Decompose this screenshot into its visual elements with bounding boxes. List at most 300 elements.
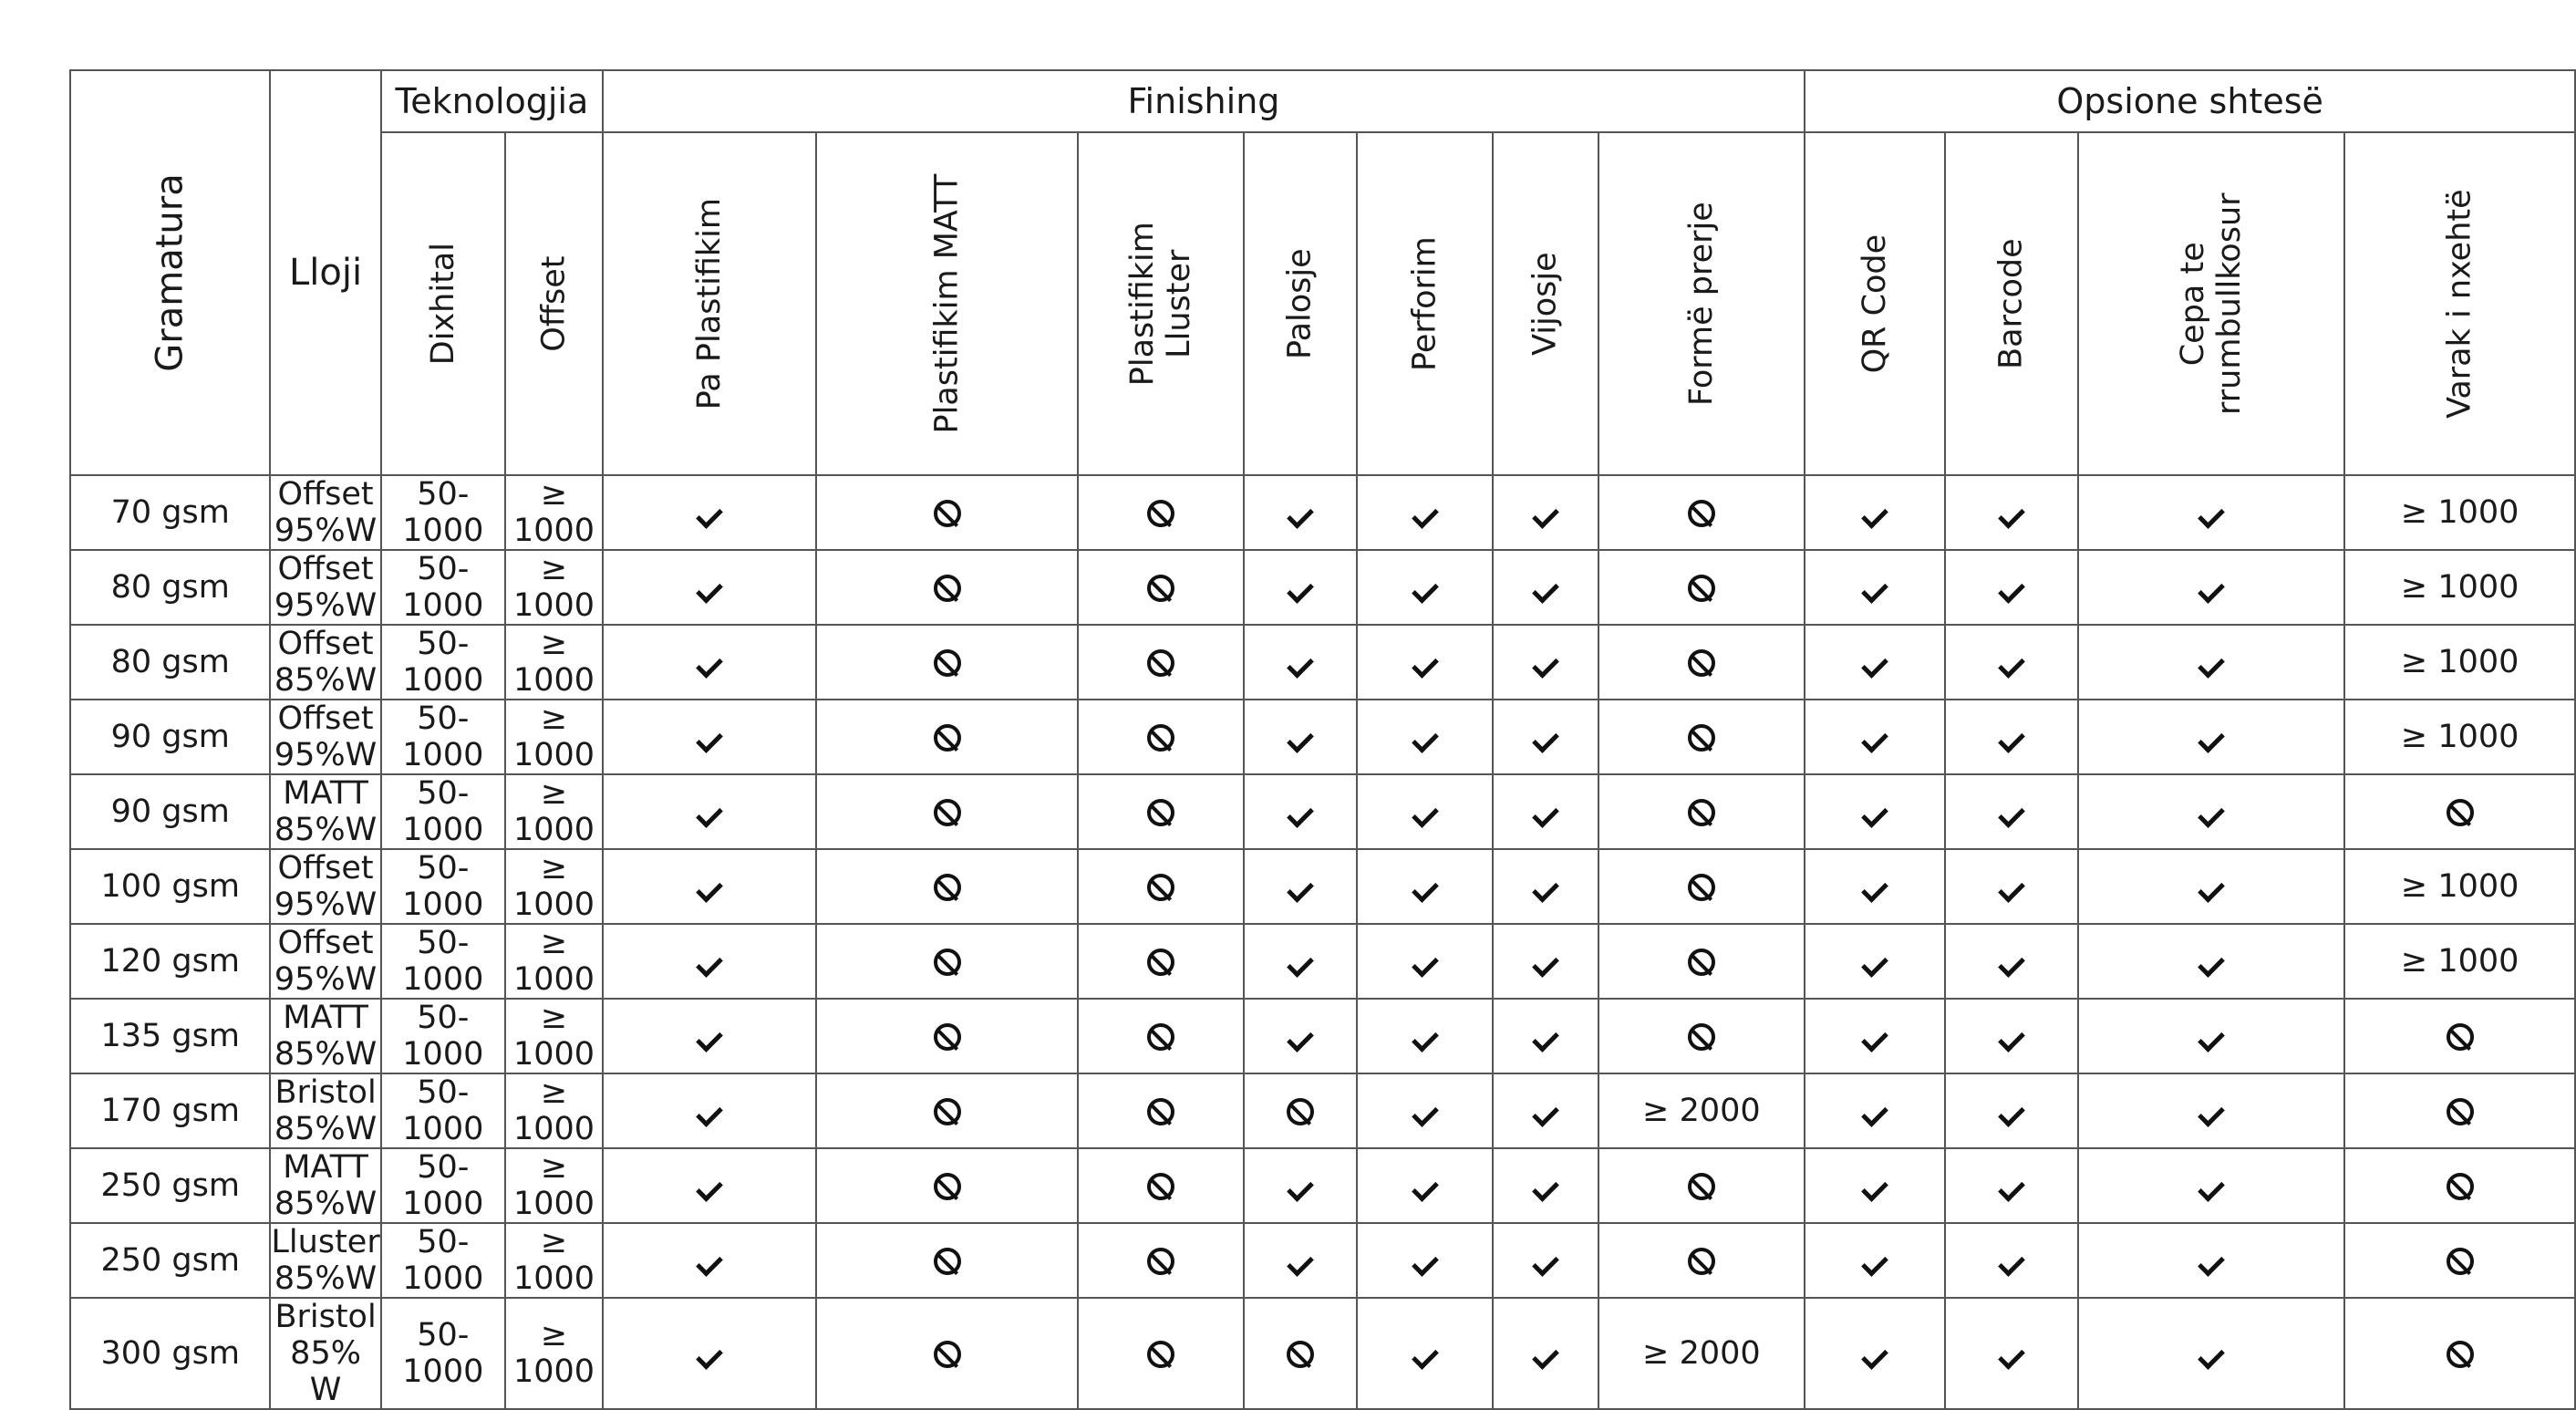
table-row [70, 475, 2575, 550]
table-cell [2344, 1073, 2576, 1148]
checkmark-icon [2198, 950, 2225, 978]
checkmark-icon [1412, 1025, 1439, 1052]
table-cell [603, 625, 816, 700]
checkmark-icon [1998, 651, 2025, 679]
table-cell [505, 625, 603, 700]
table-cell [381, 1148, 505, 1223]
table-cell [603, 550, 816, 625]
checkmark-icon [1412, 1249, 1439, 1277]
header-dixhital [381, 132, 505, 475]
checkmark-icon [1998, 1100, 2025, 1127]
table-cell [1078, 849, 1244, 924]
table-row [70, 625, 2575, 700]
header-varak-i-nxehte [2344, 132, 2576, 475]
table-cell [1945, 475, 2078, 550]
checkmark-icon [1532, 1249, 1559, 1277]
table-cell [505, 475, 603, 550]
header-perforim [1357, 132, 1494, 475]
table-cell [1078, 550, 1244, 625]
header-lloji-label: Lloji [289, 252, 363, 294]
checkmark-icon [2198, 1100, 2225, 1127]
group-opsione: Opsione shtesë [1805, 70, 2576, 132]
table-cell [381, 475, 505, 550]
prohibited-icon [934, 1248, 961, 1275]
table-cell [1078, 475, 1244, 550]
cell-text: MATT 85%W [274, 1000, 378, 1073]
table-cell [1598, 700, 1805, 774]
cell-text: Offset 95%W [274, 476, 378, 549]
checkmark-icon [1998, 950, 2025, 978]
cell-text: Offset 85%W [274, 626, 378, 699]
header-barcode [1945, 132, 2078, 475]
table-cell [1805, 849, 1946, 924]
cell-text: 50-1000 [402, 1149, 484, 1222]
table-cell [603, 924, 816, 999]
table-cell [1357, 774, 1494, 849]
table-row [70, 924, 2575, 999]
cell-text: ≥ 1000 [512, 1000, 595, 1073]
table-cell [1244, 1148, 1357, 1223]
prohibited-icon [1147, 1098, 1174, 1125]
table-cell [1357, 625, 1494, 700]
table-cell [1945, 1148, 2078, 1223]
paper-options-table [69, 69, 2576, 1410]
prohibited-icon [1287, 1341, 1314, 1368]
table-cell [1493, 1223, 1598, 1298]
table-cell [1598, 849, 1805, 924]
cell-text: ≥ 1000 [2400, 569, 2519, 606]
table-cell [1078, 999, 1244, 1073]
table-cell [1078, 924, 1244, 999]
checkmark-icon [1861, 1025, 1888, 1052]
header-plastifikim-lluster [1078, 132, 1244, 475]
table-cell [2078, 774, 2344, 849]
table-cell [2344, 774, 2576, 849]
table-cell [1945, 774, 2078, 849]
table-cell [270, 700, 380, 774]
checkmark-icon [1861, 576, 1888, 604]
cell-text: 50-1000 [402, 476, 484, 549]
header-qr-code [1805, 132, 1946, 475]
table-cell [603, 849, 816, 924]
table-cell [1244, 550, 1357, 625]
table-cell [816, 1073, 1078, 1148]
checkmark-icon [1412, 876, 1439, 903]
table-cell [1078, 1073, 1244, 1148]
prohibited-icon [1147, 500, 1174, 527]
checkmark-icon [1998, 726, 2025, 753]
table-cell [270, 924, 380, 999]
table-cell [1078, 700, 1244, 774]
checkmark-icon [1412, 1175, 1439, 1202]
table-cell [603, 774, 816, 849]
header-offset [505, 132, 603, 475]
table-cell [381, 550, 505, 625]
cell-text: Bristol 85%W [274, 1074, 378, 1147]
table-cell [1244, 999, 1357, 1073]
checkmark-icon [696, 1343, 723, 1370]
table-cell [1357, 1148, 1494, 1223]
table-cell [1805, 1223, 1946, 1298]
cell-text: 50-1000 [402, 850, 484, 923]
table-cell [2344, 1148, 2576, 1223]
table-cell [270, 849, 380, 924]
table-cell [816, 700, 1078, 774]
checkmark-icon [1861, 801, 1888, 828]
checkmark-icon [1532, 801, 1559, 828]
header-lloji [270, 70, 380, 475]
cell-text: ≥ 1000 [512, 850, 595, 923]
cell-text: 50-1000 [402, 1074, 484, 1147]
table-cell [1598, 475, 1805, 550]
cell-text: ≥ 1000 [512, 476, 595, 549]
prohibited-icon [1688, 575, 1715, 602]
checkmark-icon [1998, 1175, 2025, 1202]
checkmark-icon [696, 651, 723, 679]
checkmark-icon [1287, 726, 1314, 753]
checkmark-icon [1412, 1343, 1439, 1370]
cell-text: 90 gsm [110, 719, 230, 755]
cell-text: Offset 95%W [274, 850, 378, 923]
cell-text: ≥ 1000 [512, 626, 595, 699]
cell-text: ≥ 1000 [2400, 868, 2519, 905]
header-barcode-label: Barcode [1993, 238, 2031, 369]
table-cell [1945, 999, 2078, 1073]
table-cell [816, 1148, 1078, 1223]
table-row [70, 1148, 2575, 1223]
cell-text: ≥ 2000 [1642, 1093, 1761, 1129]
prohibited-icon [934, 1341, 961, 1368]
checkmark-icon [696, 1249, 723, 1277]
cell-text: 70 gsm [110, 494, 230, 531]
checkmark-icon [1532, 950, 1559, 978]
cell-text: ≥ 1000 [512, 1074, 595, 1147]
cell-text: Offset 95%W [274, 925, 378, 998]
prohibited-icon [934, 874, 961, 901]
table-cell [816, 999, 1078, 1073]
table-cell [1357, 550, 1494, 625]
cell-text: ≥ 1000 [512, 1149, 595, 1222]
table-cell [603, 999, 816, 1073]
checkmark-icon [1861, 1343, 1888, 1370]
checkmark-icon [696, 1175, 723, 1202]
header-plastifikim-matt [816, 132, 1078, 475]
table-cell [70, 700, 270, 774]
table-cell [1805, 774, 1946, 849]
table-cell [381, 1298, 505, 1409]
table-cell [70, 625, 270, 700]
prohibited-icon [1688, 949, 1715, 976]
table-cell [381, 924, 505, 999]
checkmark-icon [696, 876, 723, 903]
header-varak-label: Varak i nxehtë [2441, 189, 2478, 419]
checkmark-icon [1998, 876, 2025, 903]
table-cell [505, 700, 603, 774]
table-cell [603, 475, 816, 550]
checkmark-icon [1861, 726, 1888, 753]
checkmark-icon [1287, 801, 1314, 828]
table-cell [1805, 999, 1946, 1073]
prohibited-icon [2447, 1023, 2474, 1051]
prohibited-icon [1688, 874, 1715, 901]
prohibited-icon [934, 724, 961, 752]
table-row [70, 1073, 2575, 1148]
table-cell [1244, 1073, 1357, 1148]
checkmark-icon [1532, 726, 1559, 753]
cell-text: 50-1000 [402, 1000, 484, 1073]
table-cell [70, 1148, 270, 1223]
header-perforim-label: Perforim [1406, 236, 1443, 371]
checkmark-icon [1861, 1100, 1888, 1127]
checkmark-icon [2198, 651, 2225, 679]
checkmark-icon [1532, 502, 1559, 529]
checkmark-icon [2198, 502, 2225, 529]
cell-text: ≥ 1000 [512, 1224, 595, 1297]
checkmark-icon [1287, 1249, 1314, 1277]
prohibited-icon [1147, 649, 1174, 677]
table-cell [1945, 700, 2078, 774]
group-finishing: Finishing [603, 70, 1805, 132]
table-row [70, 999, 2575, 1073]
cell-text: MATT 85%W [274, 775, 378, 848]
table-cell [1078, 1223, 1244, 1298]
table-cell [1357, 999, 1494, 1073]
table-cell [1805, 550, 1946, 625]
table-cell [1598, 924, 1805, 999]
checkmark-icon [1412, 502, 1439, 529]
checkmark-icon [1287, 651, 1314, 679]
prohibited-icon [934, 500, 961, 527]
table-cell [270, 774, 380, 849]
prohibited-icon [1688, 649, 1715, 677]
table-cell [1244, 1223, 1357, 1298]
cell-text: ≥ 2000 [1642, 1335, 1761, 1372]
table-cell [2344, 1298, 2576, 1409]
table-cell [816, 924, 1078, 999]
table-cell [1805, 625, 1946, 700]
table-cell [1493, 700, 1598, 774]
table-cell [603, 700, 816, 774]
cell-text: 50-1000 [402, 551, 484, 624]
table-cell [1078, 1148, 1244, 1223]
checkmark-icon [2198, 1343, 2225, 1370]
prohibited-icon [1147, 724, 1174, 752]
table-cell [1805, 1073, 1946, 1148]
checkmark-icon [1998, 801, 2025, 828]
table-cell [70, 999, 270, 1073]
cell-text: 300 gsm [100, 1335, 240, 1372]
table-cell [1805, 924, 1946, 999]
checkmark-icon [2198, 576, 2225, 604]
prohibited-icon [1147, 949, 1174, 976]
header-gramatura-label: Gramatura [149, 173, 191, 372]
table-cell [816, 625, 1078, 700]
table-cell [381, 1073, 505, 1148]
table-cell [1598, 1298, 1805, 1409]
cell-text: ≥ 1000 [2400, 719, 2519, 755]
table-cell [505, 1073, 603, 1148]
table-cell [270, 1073, 380, 1148]
cell-text: Offset 95%W [274, 551, 378, 624]
checkmark-icon [1287, 1025, 1314, 1052]
prohibited-icon [1287, 1098, 1314, 1125]
table-cell [1244, 924, 1357, 999]
header-dixhital-label: Dixhital [424, 242, 461, 366]
table-cell [1244, 849, 1357, 924]
table-row [70, 774, 2575, 849]
checkmark-icon [1998, 502, 2025, 529]
table-cell [1244, 1298, 1357, 1409]
prohibited-icon [2447, 799, 2474, 826]
table-cell [2078, 1148, 2344, 1223]
table-cell [1493, 550, 1598, 625]
table-cell [270, 1298, 380, 1409]
header-vijosje [1493, 132, 1598, 475]
prohibited-icon [1147, 874, 1174, 901]
checkmark-icon [2198, 876, 2225, 903]
table-cell [1493, 849, 1598, 924]
header-offset-label: Offset [535, 255, 573, 352]
table-cell [1078, 774, 1244, 849]
table-cell [2344, 1223, 2576, 1298]
table-cell [1805, 700, 1946, 774]
checkmark-icon [2198, 726, 2225, 753]
header-forme-prerje [1598, 132, 1805, 475]
cell-text: 50-1000 [402, 1224, 484, 1297]
cell-text: 120 gsm [100, 943, 240, 980]
prohibited-icon [1688, 1023, 1715, 1051]
table-row [70, 700, 2575, 774]
table-cell [2344, 700, 2576, 774]
table-row [70, 550, 2575, 625]
prohibited-icon [2447, 1341, 2474, 1368]
checkmark-icon [1998, 1025, 2025, 1052]
prohibited-icon [2447, 1248, 2474, 1275]
table-cell [1493, 475, 1598, 550]
table-cell [381, 700, 505, 774]
checkmark-icon [696, 726, 723, 753]
prohibited-icon [934, 1023, 961, 1051]
checkmark-icon [696, 801, 723, 828]
table-cell [505, 774, 603, 849]
table-cell [70, 1223, 270, 1298]
table-cell [816, 550, 1078, 625]
checkmark-icon [1412, 950, 1439, 978]
table-cell [1945, 1298, 2078, 1409]
header-vijosje-label: Vijosje [1527, 252, 1565, 356]
table-cell [1945, 550, 2078, 625]
prohibited-icon [934, 799, 961, 826]
table-cell [270, 999, 380, 1073]
table-cell [381, 625, 505, 700]
checkmark-icon [2198, 1175, 2225, 1202]
table-cell [505, 1223, 603, 1298]
cell-text: MATT 85%W [274, 1149, 378, 1222]
cell-text: ≥ 1000 [512, 700, 595, 773]
table-cell [1598, 625, 1805, 700]
cell-text: 135 gsm [100, 1018, 240, 1054]
checkmark-icon [1412, 726, 1439, 753]
table-cell [505, 1148, 603, 1223]
table-cell [603, 1073, 816, 1148]
table-cell [1357, 700, 1494, 774]
group-teknologjia: Teknologjia [381, 70, 603, 132]
table-cell [1357, 849, 1494, 924]
table-cell [2078, 700, 2344, 774]
table-cell [1805, 1148, 1946, 1223]
header-palosje-label: Palosje [1281, 248, 1319, 359]
table-cell [1493, 1073, 1598, 1148]
table-cell [1945, 849, 2078, 924]
header-pa-plastifikim-label: Pa Plastifikim [691, 197, 729, 410]
prohibited-icon [2447, 1098, 2474, 1125]
header-plastifikim-lluster-label: Plastifikim Lluster [1123, 221, 1198, 386]
table-cell [1598, 1073, 1805, 1148]
table-cell [1945, 1223, 2078, 1298]
checkmark-icon [1287, 502, 1314, 529]
table-cell [381, 849, 505, 924]
header-plastifikim-matt-label: Plastifikim MATT [928, 173, 966, 434]
checkmark-icon [1287, 576, 1314, 604]
table-cell [70, 1073, 270, 1148]
table-cell [1598, 774, 1805, 849]
prohibited-icon [1147, 1341, 1174, 1368]
prohibited-icon [1147, 1173, 1174, 1200]
table-cell [816, 774, 1078, 849]
table-cell [270, 475, 380, 550]
table-cell [505, 999, 603, 1073]
table-cell [2078, 1223, 2344, 1298]
table-cell [1805, 475, 1946, 550]
prohibited-icon [934, 949, 961, 976]
header-cepa-label: Cepa te rrumbullkosur [2174, 192, 2248, 415]
table-cell [1357, 475, 1494, 550]
checkmark-icon [1861, 1175, 1888, 1202]
checkmark-icon [1998, 1343, 2025, 1370]
table-cell [70, 475, 270, 550]
table-cell [1493, 924, 1598, 999]
prohibited-icon [1147, 1248, 1174, 1275]
table-cell [1598, 999, 1805, 1073]
prohibited-icon [934, 575, 961, 602]
cell-text: 170 gsm [100, 1093, 240, 1129]
table-cell [270, 550, 380, 625]
table-cell [1357, 1223, 1494, 1298]
table-cell [381, 1223, 505, 1298]
table-cell [2078, 924, 2344, 999]
checkmark-icon [1412, 651, 1439, 679]
table-cell [1078, 1298, 1244, 1409]
checkmark-icon [696, 950, 723, 978]
checkmark-icon [1861, 651, 1888, 679]
table-cell [2078, 550, 2344, 625]
header-cepa-te-rrumbullkosur [2078, 132, 2344, 475]
checkmark-icon [2198, 1249, 2225, 1277]
cell-text: 50-1000 [402, 700, 484, 773]
table-cell [1357, 1073, 1494, 1148]
table-cell [1598, 550, 1805, 625]
cell-text: 50-1000 [402, 775, 484, 848]
cell-text: 80 gsm [110, 644, 230, 680]
header-forme-prerje-label: Formë prerje [1682, 202, 1720, 406]
table-cell [1244, 774, 1357, 849]
checkmark-icon [1532, 576, 1559, 604]
table-cell [270, 625, 380, 700]
checkmark-icon [1861, 950, 1888, 978]
table-cell [2078, 849, 2344, 924]
table-cell [1357, 924, 1494, 999]
checkmark-icon [2198, 801, 2225, 828]
